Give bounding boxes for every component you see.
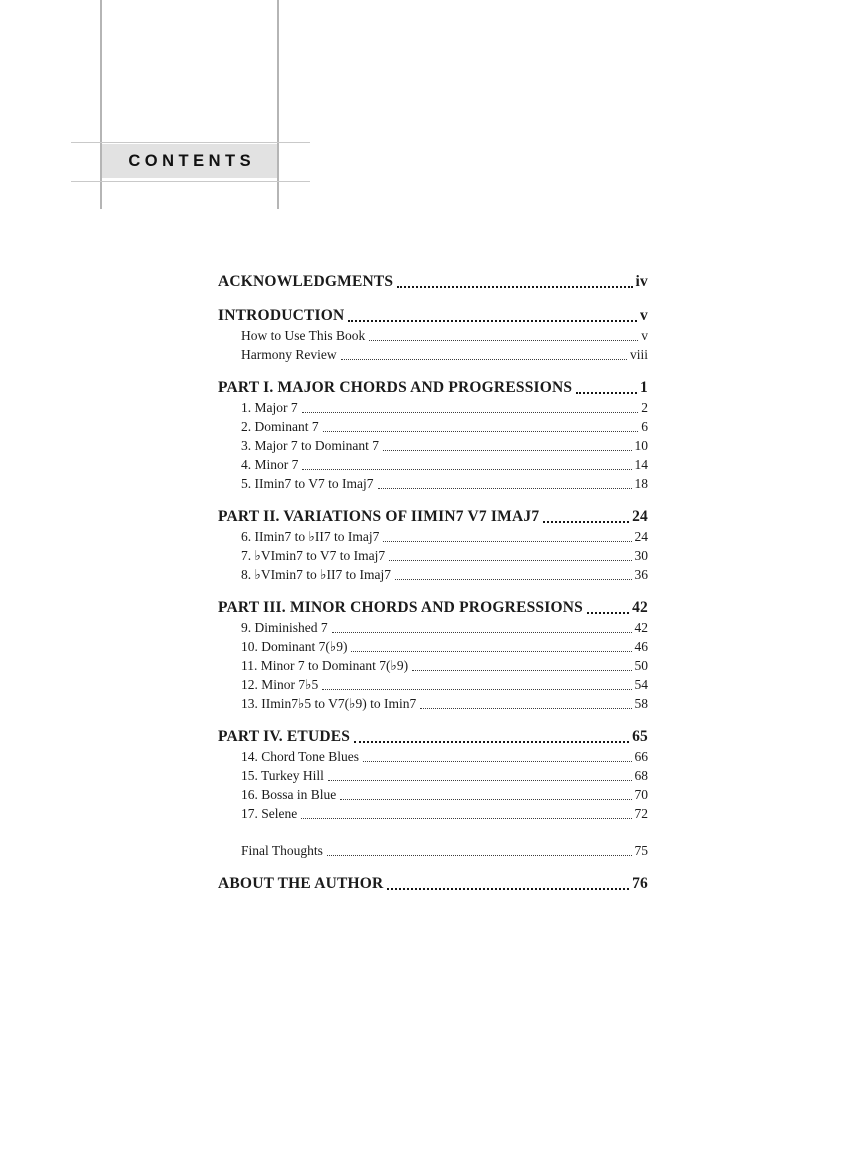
toc-entry-page: 66 — [634, 749, 648, 764]
dot-leader — [348, 320, 637, 322]
toc-entry — [218, 637, 648, 656]
toc-entry — [218, 272, 648, 292]
toc-entry — [218, 417, 648, 436]
toc-entry-page: 46 — [634, 639, 648, 654]
toc-entry-page: 65 — [632, 728, 648, 745]
toc-entry — [218, 474, 648, 493]
dot-leader — [383, 450, 632, 451]
toc-entry — [218, 345, 648, 364]
toc-entry — [218, 785, 648, 804]
toc-entry — [218, 546, 648, 565]
dot-leader — [378, 488, 632, 489]
toc-entry-label: ACKNOWLEDGMENTS — [218, 273, 394, 290]
dot-leader — [369, 340, 638, 341]
toc-entry-page: 76 — [632, 875, 648, 892]
dot-leader — [341, 359, 627, 360]
toc-list — [218, 272, 648, 894]
dot-leader — [328, 780, 632, 781]
toc-entry — [218, 455, 648, 474]
toc-entry-page: 42 — [634, 620, 648, 635]
toc-entry — [218, 841, 648, 860]
toc-entry-page: 30 — [634, 548, 648, 563]
toc-entry-page: 1 — [640, 379, 648, 396]
toc-entry-page: 58 — [634, 696, 648, 711]
toc-entry-label: How to Use This Book — [241, 328, 366, 343]
toc-entry-label: 2. Dominant 7 — [241, 419, 319, 434]
toc-entry — [218, 398, 648, 417]
toc-entry-page: 10 — [634, 438, 648, 453]
toc-entry — [218, 306, 648, 326]
dot-leader — [420, 708, 631, 709]
toc-entry — [218, 804, 648, 823]
toc-entry-label: INTRODUCTION — [218, 307, 345, 324]
grid-hline-top — [71, 142, 310, 143]
toc-entry-page: 14 — [634, 457, 648, 472]
grid-vline-right — [277, 0, 279, 209]
toc-entry — [218, 874, 648, 894]
toc-entry-page: iv — [635, 273, 648, 290]
toc-entry — [218, 656, 648, 675]
dot-leader — [395, 579, 632, 580]
toc-entry-label: PART I. MAJOR CHORDS AND PROGRESSIONS — [218, 379, 573, 396]
toc-entry-label: 11. Minor 7 to Dominant 7(♭9) — [241, 658, 409, 673]
toc-entry — [218, 565, 648, 584]
contents-title-box — [102, 144, 277, 178]
toc-entry — [218, 747, 648, 766]
dot-leader — [327, 855, 632, 856]
toc-entry-label: 15. Turkey Hill — [241, 768, 324, 783]
toc-entry — [218, 378, 648, 398]
toc-entry-page: 2 — [641, 400, 648, 415]
toc-entry — [218, 507, 648, 527]
toc-entry — [218, 675, 648, 694]
toc-entry-label: 10. Dominant 7(♭9) — [241, 639, 348, 654]
toc-entry-label: 12. Minor 7♭5 — [241, 677, 319, 692]
toc-entry-label: PART III. MINOR CHORDS AND PROGRESSIONS — [218, 599, 583, 616]
toc-entry-label: 1. Major 7 — [241, 400, 298, 415]
toc-entry-label: Final Thoughts — [241, 843, 323, 858]
dot-leader — [351, 651, 631, 652]
toc-entry-page: 24 — [632, 508, 648, 525]
toc-entry-label: ABOUT THE AUTHOR — [218, 875, 384, 892]
toc-entry-label: PART II. VARIATIONS OF IIMIN7 V7 IMAJ7 — [218, 508, 540, 525]
toc-entry-page: v — [640, 307, 648, 324]
toc-entry-label: 8. ♭VImin7 to ♭II7 to Imaj7 — [241, 567, 391, 582]
dot-leader — [543, 521, 629, 523]
toc-entry-label: 16. Bossa in Blue — [241, 787, 337, 802]
dot-leader — [302, 412, 639, 413]
toc-entry — [218, 326, 648, 345]
toc-entry-page: 54 — [634, 677, 648, 692]
toc-entry-label: 17. Selene — [241, 806, 298, 821]
toc-entry — [218, 727, 648, 747]
toc-entry — [218, 527, 648, 546]
toc-entry-page: 72 — [634, 806, 648, 821]
toc-entry-label: 13. IImin7♭5 to V7(♭9) to Imin7 — [241, 696, 417, 711]
toc-entry-page: 75 — [634, 843, 648, 858]
dot-leader — [363, 761, 631, 762]
dot-leader — [576, 392, 637, 394]
page-title: CONTENTS — [128, 151, 256, 170]
toc-entry — [218, 766, 648, 785]
dot-leader — [323, 431, 639, 432]
toc-entry — [218, 694, 648, 713]
dot-leader — [332, 632, 632, 633]
dot-leader — [302, 469, 631, 470]
dot-leader — [387, 888, 629, 890]
toc-entry-label: 7. ♭VImin7 to V7 to Imaj7 — [241, 548, 386, 563]
dot-leader — [412, 670, 631, 671]
dot-leader — [301, 818, 631, 819]
toc-entry-label: 9. Diminished 7 — [241, 620, 328, 635]
toc-entry-label: 5. IImin7 to V7 to Imaj7 — [241, 476, 374, 491]
toc-entry-page: viii — [629, 347, 648, 362]
dot-leader — [354, 741, 629, 743]
toc-entry — [218, 618, 648, 637]
toc-entry-page: 36 — [634, 567, 648, 582]
toc-entry-label: 14. Chord Tone Blues — [241, 749, 360, 764]
toc-entry — [218, 436, 648, 455]
dot-leader — [340, 799, 631, 800]
toc-entry-page: 50 — [634, 658, 648, 673]
dot-leader — [397, 286, 632, 288]
toc-entry-label: PART IV. ETUDES — [218, 728, 351, 745]
toc-entry-page: 70 — [634, 787, 648, 802]
toc-entry-page: 24 — [634, 529, 648, 544]
toc-entry-page: 42 — [632, 599, 648, 616]
toc-entry-page: 18 — [634, 476, 648, 491]
dot-leader — [383, 541, 631, 542]
toc-entry — [218, 598, 648, 618]
toc-entry-page: v — [641, 328, 648, 343]
toc-entry-page: 68 — [634, 768, 648, 783]
toc-entry-label: 6. IImin7 to ♭II7 to Imaj7 — [241, 529, 380, 544]
dot-leader — [322, 689, 631, 690]
toc-entry-page: 6 — [641, 419, 648, 434]
dot-leader — [389, 560, 631, 561]
toc-entry-label: Harmony Review — [241, 347, 337, 362]
toc-entry-label: 3. Major 7 to Dominant 7 — [241, 438, 379, 453]
grid-hline-bottom — [71, 181, 310, 182]
toc-entry-label: 4. Minor 7 — [241, 457, 299, 472]
dot-leader — [587, 612, 629, 614]
